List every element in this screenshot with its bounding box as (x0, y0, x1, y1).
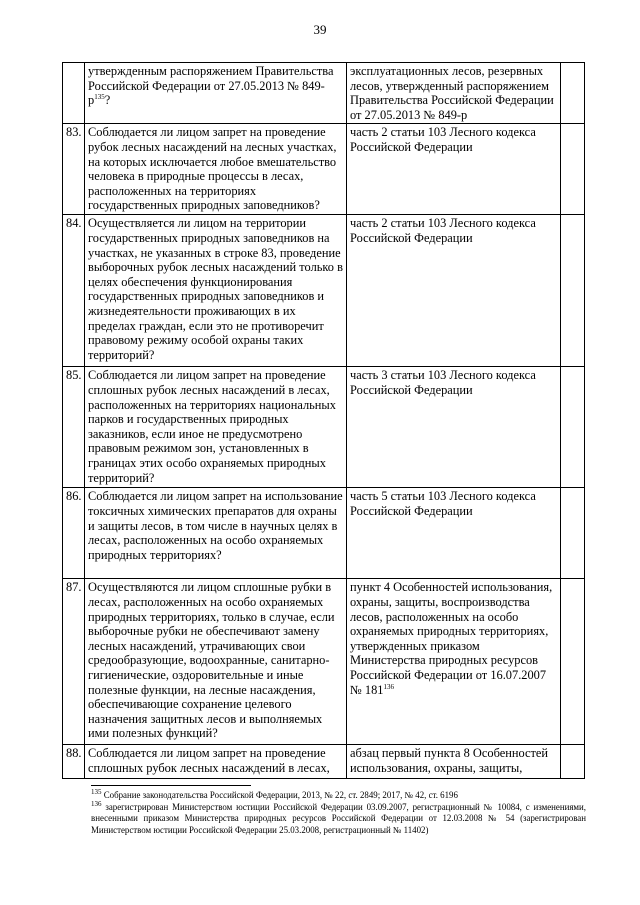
requirement-question: Осуществляются ли лицом сплошные рубки в лесах, расположенных на особо охраняемых природных территориях, только в случае, если выборочные рубки не обеспечивают замену лесных насаждений, утрачивающих свои средообразующие, водоохранные, санитарно-гигиенические, оздоровительные и иные полезные функции, на лесные насаждения, обеспечивающие сохранение целевого назначения защитных лесов и выполняемых ими полезных функций? (85, 579, 347, 745)
table-row (63, 579, 585, 745)
requirement-question: Соблюдается ли лицом запрет на проведение рубок лесных насаждений на лесных участках, на которых исключается любое вмешательство человека в природные процессы в лесах, расположенных на территориях государственных природных заповедников? (85, 124, 347, 215)
table-row (63, 488, 585, 579)
row-number: 85. (63, 367, 85, 488)
legal-reference: часть 2 статьи 103 Лесного кодекса Российской Федерации (347, 124, 561, 215)
requirement-question: Осуществляется ли лицом на территории государственных природных заповедников на участках, не указанных в строке 83, проведение выборочных рубок лесных насаждений только в целях обеспечения функционирования государственных природных заповедников и жизнедеятельности проживающих в их пределах граждан, если это не противоречит правовому режиму особой охраны таких территорий? (85, 215, 347, 367)
legal-reference: абзац первый пункта 8 Особенностей использования, охраны, защиты, (347, 745, 561, 779)
legal-reference: часть 2 статьи 103 Лесного кодекса Российской Федерации (347, 215, 561, 367)
row-number: 87. (63, 579, 85, 745)
row-number: 83. (63, 124, 85, 215)
requirement-question: Соблюдается ли лицом запрет на проведение сплошных рубок лесных насаждений в лесах, расположенных на территориях национальных парков и государственных природных заказников, если иное не предусмотрено правовым режимом зон, установленных в границах этих особо охраняемых природных территорий? (85, 367, 347, 488)
requirement-question: Соблюдается ли лицом запрет на проведение сплошных рубок лесных насаждений в лесах, (85, 745, 347, 779)
table-row (63, 367, 585, 488)
legal-reference: часть 3 статьи 103 Лесного кодекса Российской Федерации (347, 367, 561, 488)
empty-cell (561, 367, 585, 488)
legal-reference: пункт 4 Особенностей использования, охраны, защиты, воспроизводства лесов, расположенных на особо охраняемых природных территориях, утвержденных приказом Министерства природных ресурсов Российской Федерации от 16.07.2007 № $181^{136}$ (347, 579, 561, 745)
row-number: 88. (63, 745, 85, 779)
table-row (63, 745, 585, 779)
table-row (63, 215, 585, 367)
empty-cell (561, 215, 585, 367)
row-number: 84. (63, 215, 85, 367)
footnote: $^{136}$ зарегистрирован Министерством юстиции Российской Федерации 03.09.2007, регистрационный № 10084, с изменениями, внесенными приказом Министерства природных ресурсов Российской Федерации от 12.03.2008 № 54 (зарегистрирован Министерством юстиции Российской Федерации 25.03.2008, регистрационный № 11402) (91, 799, 587, 835)
legal-reference: эксплуатационных лесов, резервных лесов, утвержденный распоряжением Правительства Российской Федерации от 27.05.2013 № 849-р (347, 63, 561, 124)
footnote-divider (91, 785, 251, 786)
row-number (63, 63, 85, 124)
empty-cell (561, 488, 585, 579)
empty-cell (561, 579, 585, 745)
footnotes (91, 790, 586, 836)
table-row (63, 63, 585, 124)
empty-cell (561, 63, 585, 124)
footnote-ref: 136 (383, 682, 395, 691)
row-number: 86. (63, 488, 85, 579)
table-row (63, 124, 585, 215)
legal-reference: часть 5 статьи 103 Лесного кодекса Российской Федерации (347, 488, 561, 579)
footnote: $^{135}$ Собрание законодательства Российской Федерации, 2013, № 22, ст. 2849; 2017, № 42, ст. 6196 (91, 788, 458, 800)
footnote-ref: 135 (94, 93, 105, 102)
page-number: 39 (313, 22, 327, 37)
requirement-question: Соблюдается ли лицом запрет на использование токсичных химических препаратов для охраны и защиты лесов, в том числе в научных целях в лесах, расположенных на особо охраняемых природных территориях? (85, 488, 347, 579)
empty-cell (561, 745, 585, 779)
empty-cell (561, 124, 585, 215)
requirements-table (62, 62, 585, 779)
requirement-question: утвержденным распоряжением Правительства Российской Федерации от 27.05.2013 № $849-р^{135}$? (85, 63, 347, 124)
